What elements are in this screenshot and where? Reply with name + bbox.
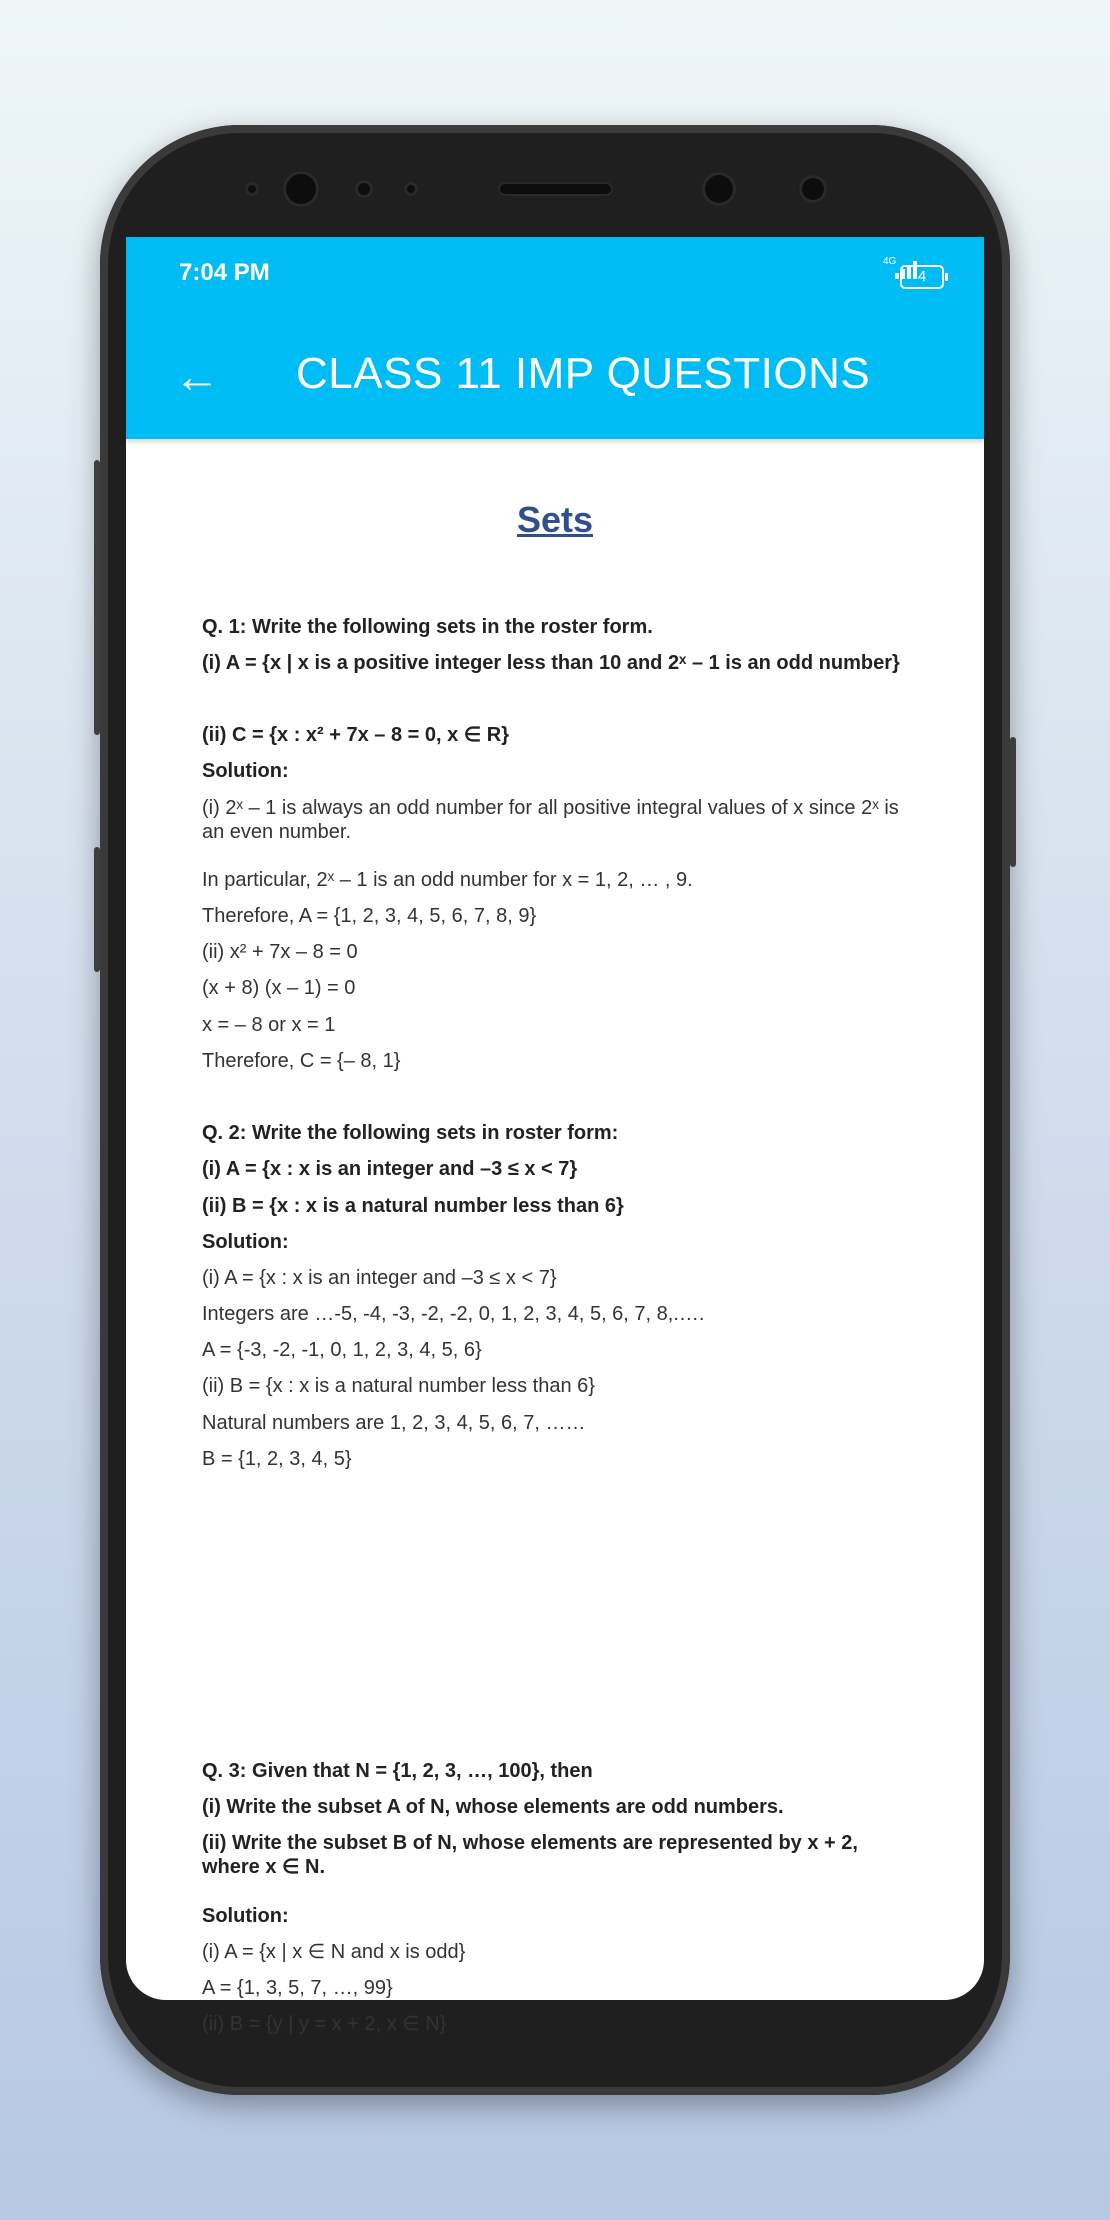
solution-text: A = {1, 3, 5, 7, …, 99} xyxy=(202,1977,393,1999)
screen xyxy=(126,237,984,2035)
phone-side-button xyxy=(94,460,100,735)
question-text: Q. 1: Write the following sets in the roster form. xyxy=(202,616,653,638)
question-text: (i) A = {x : x is an integer and –3 ≤ x < 7} xyxy=(202,1158,578,1180)
question-text: (i) Write the subset A of N, whose elements are odd numbers. xyxy=(202,1796,784,1818)
question-text: (ii) Write the subset B of N, whose elements are represented by x + 2, where x ∈ N. xyxy=(202,1832,858,1878)
sensor-dot xyxy=(245,182,259,196)
sensor-dot xyxy=(404,182,418,196)
question-text: (i) A = {x | x is a positive integer less than 10 and 2ˣ – 1 is an odd number} xyxy=(202,652,900,674)
question-text: Q. 3: Given that N = {1, 2, 3, …, 100}, then xyxy=(202,1760,593,1782)
section-heading xyxy=(126,499,984,541)
solution-label: Solution: xyxy=(202,760,289,782)
solution-text: Natural numbers are 1, 2, 3, 4, 5, 6, 7, …… xyxy=(202,1412,586,1434)
solution-label: Solution: xyxy=(202,1905,289,1927)
solution-text: (ii) x² + 7x – 8 = 0 xyxy=(202,941,358,963)
app-bar xyxy=(126,317,984,439)
phone-side-button xyxy=(94,847,100,972)
front-camera xyxy=(702,172,736,206)
solution-text: B = {1, 2, 3, 4, 5} xyxy=(202,1448,352,1470)
earpiece-speaker xyxy=(498,182,613,196)
solution-text: (i) A = {x | x ∈ N and x is odd} xyxy=(202,1941,466,1963)
battery-icon xyxy=(900,265,944,289)
phone-frame xyxy=(100,125,1010,2095)
sensor-dot xyxy=(799,175,827,203)
solution-label: Solution: xyxy=(202,1231,289,1253)
solution-text: (i) 2ˣ – 1 is always an odd number for all positive integral values of x since 2ˣ is an even number. xyxy=(202,797,899,843)
front-camera xyxy=(283,171,319,207)
sensor-dot xyxy=(355,180,373,198)
solution-text: (x + 8) (x – 1) = 0 xyxy=(202,977,356,999)
solution-text: (i) A = {x : x is an integer and –3 ≤ x < 7} xyxy=(202,1267,557,1289)
status-time: 7:04 PM xyxy=(179,259,270,286)
solution-text: (ii) B = {x : x is a natural number less than 6} xyxy=(202,1375,595,1397)
solution-text: Therefore, C = {– 8, 1} xyxy=(202,1050,401,1072)
question-text: Q. 2: Write the following sets in roster form: xyxy=(202,1122,619,1144)
solution-text: Integers are …-5, -4, -3, -2, -2, 0, 1, 2, 3, 4, 5, 6, 7, 8,.…. xyxy=(202,1303,705,1325)
article-content[interactable] xyxy=(126,439,984,2035)
section-heading-text: Sets xyxy=(516,499,594,540)
page-title: CLASS 11 IMP QUESTIONS xyxy=(296,349,871,398)
solution-text: Therefore, A = {1, 2, 3, 4, 5, 6, 7, 8, 9} xyxy=(202,905,537,927)
question-text: (ii) B = {x : x is a natural number less than 6} xyxy=(202,1195,624,1217)
phone-side-button xyxy=(1010,737,1016,867)
battery-level: 4 xyxy=(917,268,927,285)
status-bar xyxy=(126,237,984,317)
solution-text: In particular, 2ˣ – 1 is an odd number for x = 1, 2, … , 9. xyxy=(202,869,693,891)
back-arrow-icon[interactable]: ← xyxy=(174,350,220,402)
question-text: (ii) C = {x : x² + 7x – 8 = 0, x ∈ R} xyxy=(202,724,510,746)
network-type: 4G xyxy=(883,256,897,267)
solution-text: (ii) B = {y | y = x + 2, x ∈ N} xyxy=(202,2013,447,2035)
solution-text: A = {-3, -2, -1, 0, 1, 2, 3, 4, 5, 6} xyxy=(202,1339,482,1361)
solution-text: x = – 8 or x = 1 xyxy=(202,1014,336,1036)
